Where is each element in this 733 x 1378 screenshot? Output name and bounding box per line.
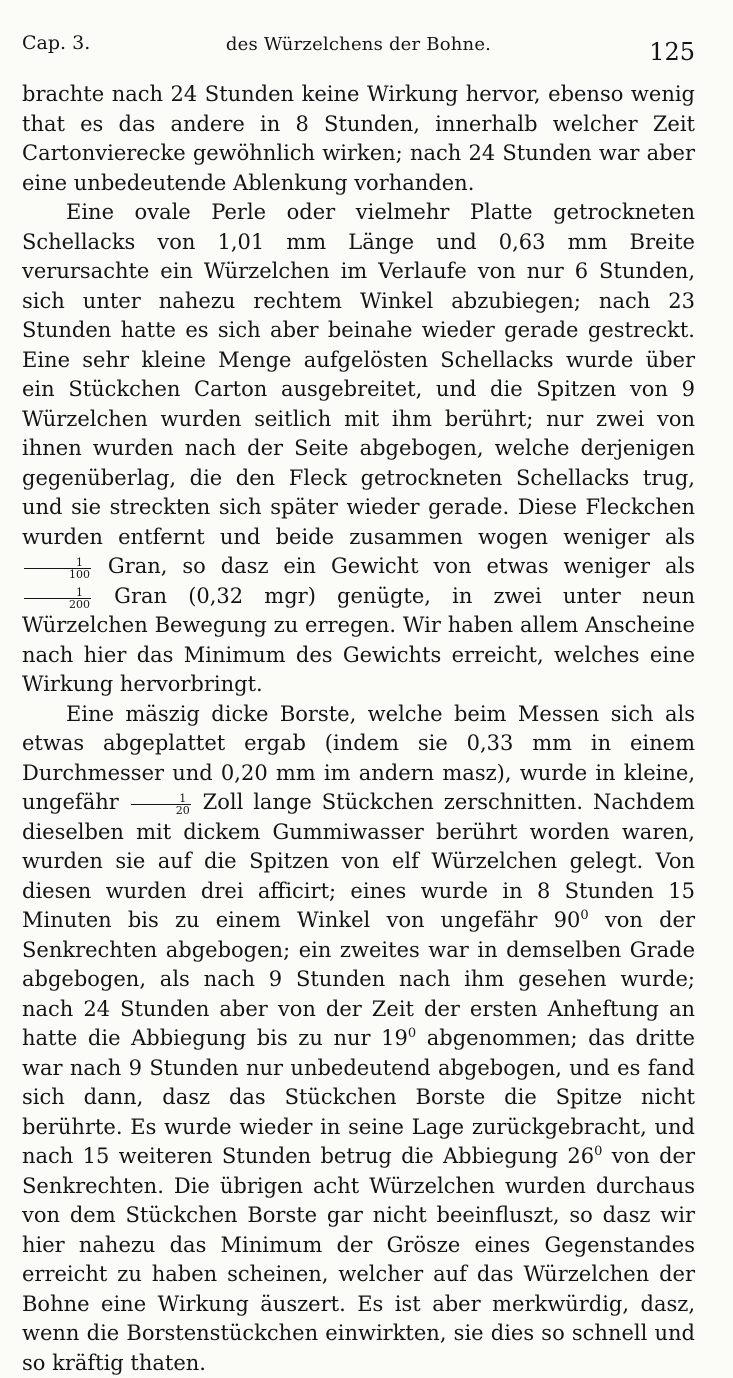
running-header [22, 30, 695, 60]
degree-mark: 0 [408, 1026, 416, 1041]
paragraph-3-text-c: von der Senkrechten abgebogen; ein zweites war in demselben Grade abgebogen, als nach 9 Stunden nach ihm gesehen wurde; nach 24 Stunden aber von der Zeit der ersten Anheftung an hatte die Abbiegung bis zu nur 19 [22, 908, 695, 1050]
fraction-denominator: 100 [24, 569, 91, 580]
fraction-numerator: 1 [24, 587, 91, 599]
paragraph-2-text-b: Gran, so dasz ein Gewicht von etwas weniger als [108, 554, 695, 578]
page-body [22, 80, 695, 1378]
fraction-denominator: 200 [24, 599, 91, 610]
fraction-one-twentieth [131, 793, 191, 816]
fraction-one-hundredth [24, 557, 91, 580]
page-number: 125 [649, 38, 695, 66]
running-title: des Würzelchens der Bohne. [22, 34, 695, 55]
fraction-denominator: 20 [131, 805, 191, 816]
paragraph-3-text-e: von der Senkrechten. Die übrigen acht Würzelchen wurden durchaus von dem Stückchen Borste gar nicht beeinfluszt, so dasz wir hier nahezu das Minimum der Grösze eines Gegenstandes erreicht zu haben scheinen, welcher auf das Würzelchen der Bohne eine Wirkung äuszert. Es ist aber merkwürdig, dasz, wenn die Borstenstückchen einwirkten, sie dies so schnell und so kräftig thaten. [22, 1144, 695, 1375]
paragraph-3-text-a: Eine mäszig dicke Borste, welche beim Messen sich als etwas abgeplattet ergab (indem sie 0,33 mm in einem Durchmesser und 0,20 mm im andern masz), wurde in kleine, ungefähr [22, 702, 695, 815]
fraction-numerator: 1 [131, 793, 191, 805]
paragraph-1: brachte nach 24 Stunden keine Wirkung hervor, ebenso wenig that es das andere in 8 Stunden, innerhalb welcher Zeit Cartonvierecke gewöhnlich wirken; nach 24 Stunden war aber eine unbedeutende Ablenkung vorhanden. [22, 80, 695, 198]
paragraph-2 [22, 198, 695, 700]
fraction-one-two-hundredth [24, 587, 91, 610]
degree-mark: 0 [594, 1144, 602, 1159]
chapter-label: Cap. 3. [22, 32, 90, 54]
paragraph-2-text-c: Gran (0,32 mgr) genügte, in zwei unter neun Würzelchen Bewegung zu erregen. Wir haben allem Anscheine nach hier das Minimum des Gewichts erreicht, welches eine Wirkung hervorbringt. [22, 584, 695, 697]
paragraph-3-text-b: Zoll lange Stückchen zerschnitten. Nachdem dieselben mit dickem Gummiwasser berührt worden waren, wurden sie auf die Spitzen von elf Würzelchen gelegt. Von diesen wurden drei afficirt; eines wurde in 8 Stunden 15 Minuten bis zu einem Winkel von ungefähr 90 [22, 790, 695, 932]
paragraph-2-text-a: Eine ovale Perle oder vielmehr Platte getrockneten Schellacks von 1,01 mm Länge und 0,63 mm Breite verursachte ein Würzelchen im Verlaufe von nur 6 Stunden, sich unter nahezu rechtem Winkel abzubiegen; nach 23 Stunden hatte es sich aber beinahe wieder gerade gestreckt. Eine sehr kleine Menge aufgelösten Schellacks wurde über ein Stückchen Carton ausgebreitet, und die Spitzen von 9 Würzelchen wurden seitlich mit ihm berührt; nur zwei von ihnen wurden nach der Seite abgebogen, welche derjenigen gegenüberlag, die den Fleck getrockneten Schellacks trug, und sie streckten sich später wieder gerade. Diese Fleckchen wurden entfernt und beide zusammen wogen weniger als [22, 200, 695, 549]
fraction-numerator: 1 [24, 557, 91, 569]
paragraph-3-text-d: abgenommen; das dritte war nach 9 Stunden nur unbedeutend abgebogen, und es fand sich dann, dasz das Stückchen Borste die Spitze nicht berührte. Es wurde wieder in seine Lage zurückgebracht, und nach 15 weiteren Stunden betrug die Abbiegung 26 [22, 1026, 695, 1168]
paragraph-3 [22, 700, 695, 1378]
degree-mark: 0 [580, 908, 588, 923]
